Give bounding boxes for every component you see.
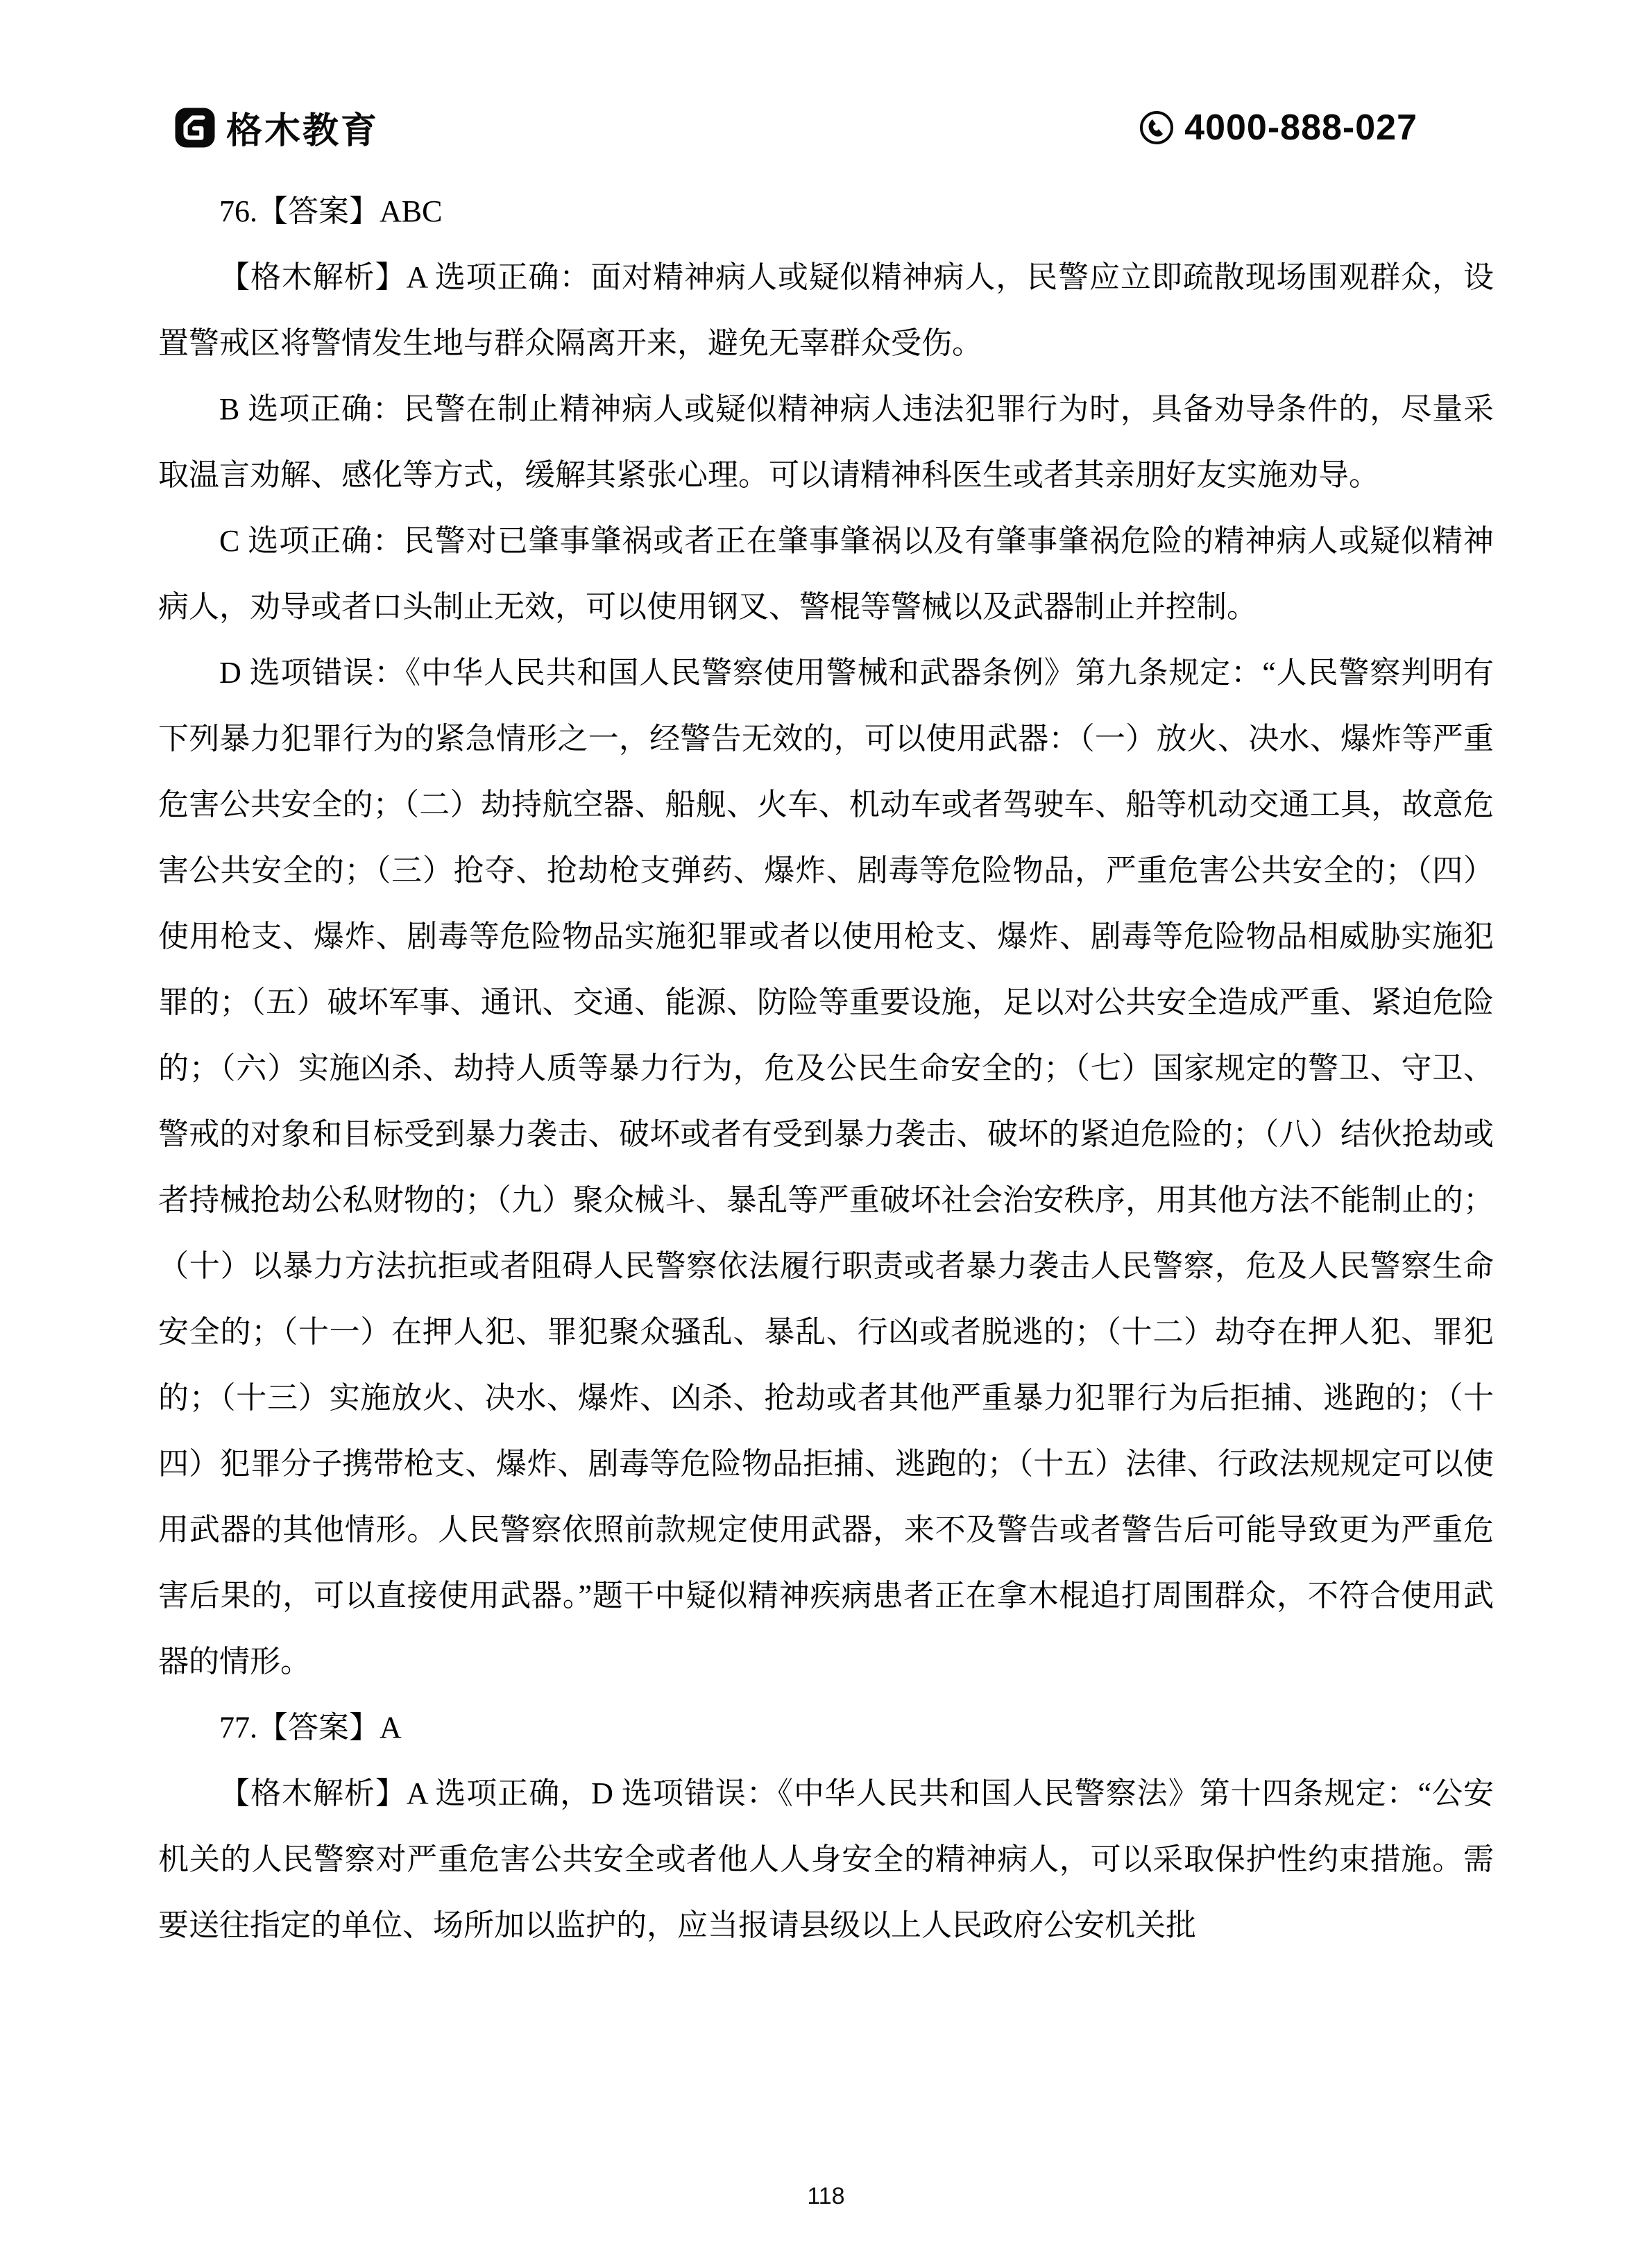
paragraph: B 选项正确：民警在制止精神病人或疑似精神病人违法犯罪行为时，具备劝导条件的，尽量采取温言劝解、感化等方式，缓解其紧张心理。可以请精神科医生或者其亲朋好友实施劝导。 (158, 392, 1494, 492)
brand-name: 格木教育 (226, 111, 380, 151)
paragraph: D 选项错误：《中华人民共和国人民警察使用警械和武器条例》第九条规定：“人民警察判明有下列暴力犯罪行为的紧急情形之一，经警告无效的，可以使用武器：（一）放火、决水、爆炸等严重危害公共安全的；（二）劫持航空器、船舰、火车、机动车或者驾驶车、船等机动交通工具，故意危害公共安全的；（三）抢夺、抢劫枪支弹药、爆炸、剧毒等危险物品，严重危害公共安全的；（四）使用枪支、爆炸、剧毒等危险物品实施犯罪或者以使用枪支、爆炸、剧毒等危险物品相威胁实施犯罪的；（五）破坏军事、通讯、交通、能源、防险等重要设施，足以对公共安全造成严重、紧迫危险的；（六）实施凶杀、劫持人质等暴力行为，危及公民生命安全的；（七）国家规定的警卫、守卫、警戒的对象和目标受到暴力袭击、破坏或者有受到暴力袭击、破坏的紧迫危险的；（八）结伙抢劫或者持械抢劫公私财物的；（九）聚众械斗、暴乱等严重破坏社会治安秩序，用其他方法不能制止的；（十）以暴力方法抗拒或者阻碍人民警察依法履行职责或者暴力袭击人民警察，危及人民警察生命安全的；（十一）在押人犯、罪犯聚众骚乱、暴乱、行凶或者脱逃的；（十二）劫夺在押人犯、罪犯的；（十三）实施放火、决水、爆炸、凶杀、抢劫或者其他严重暴力犯罪行为后拒捕、逃跑的；（十四）犯罪分子携带枪支、爆炸、剧毒等危险物品拒捕、逃跑的；（十五）法律、行政法规规定可以使用武器的其他情形。人民警察依照前款规定使用武器，来不及警告或者警告后可能导致更为严重危害后果的，可以直接使用武器。”题干中疑似精神疾病患者正在拿木棍追打周围群众，不符合使用武器的情形。 (158, 656, 1494, 1679)
page-number: 118 (807, 2183, 845, 2209)
phone-number: 4000-888-027 (1184, 107, 1417, 148)
gemu-logo-icon (175, 108, 215, 148)
paragraph: 77.【答案】A (219, 1710, 402, 1744)
paragraph: 76.【答案】ABC (219, 194, 443, 228)
document-body (158, 178, 1494, 1958)
brand (175, 101, 379, 153)
paragraph: 【格木解析】A 选项正确，D 选项错误：《中华人民共和国人民警察法》第十四条规定：“公安机关的人民警察对严重危害公共安全或者他人人身安全的精神病人，可以采取保护性约束措施。需要送往指定的单位、场所加以监护的，应当报请县级以上人民政府公安机关批 (158, 1776, 1494, 1942)
paragraph: 【格木解析】A 选项正确：面对精神病人或疑似精神病人，民警应立即疏散现场围观群众，设置警戒区将警情发生地与群众隔离开来，避免无辜群众受伤。 (158, 260, 1494, 360)
paragraph: C 选项正确：民警对已肇事肇祸或者正在肇事肇祸以及有肇事肇祸危险的精神病人或疑似精神病人，劝导或者口头制止无效，可以使用钢叉、警棍等警械以及武器制止并控制。 (158, 524, 1494, 624)
page-footer (0, 2183, 1652, 2210)
contact-phone (1139, 107, 1417, 148)
page-header (0, 0, 1652, 153)
phone-icon (1139, 110, 1175, 146)
